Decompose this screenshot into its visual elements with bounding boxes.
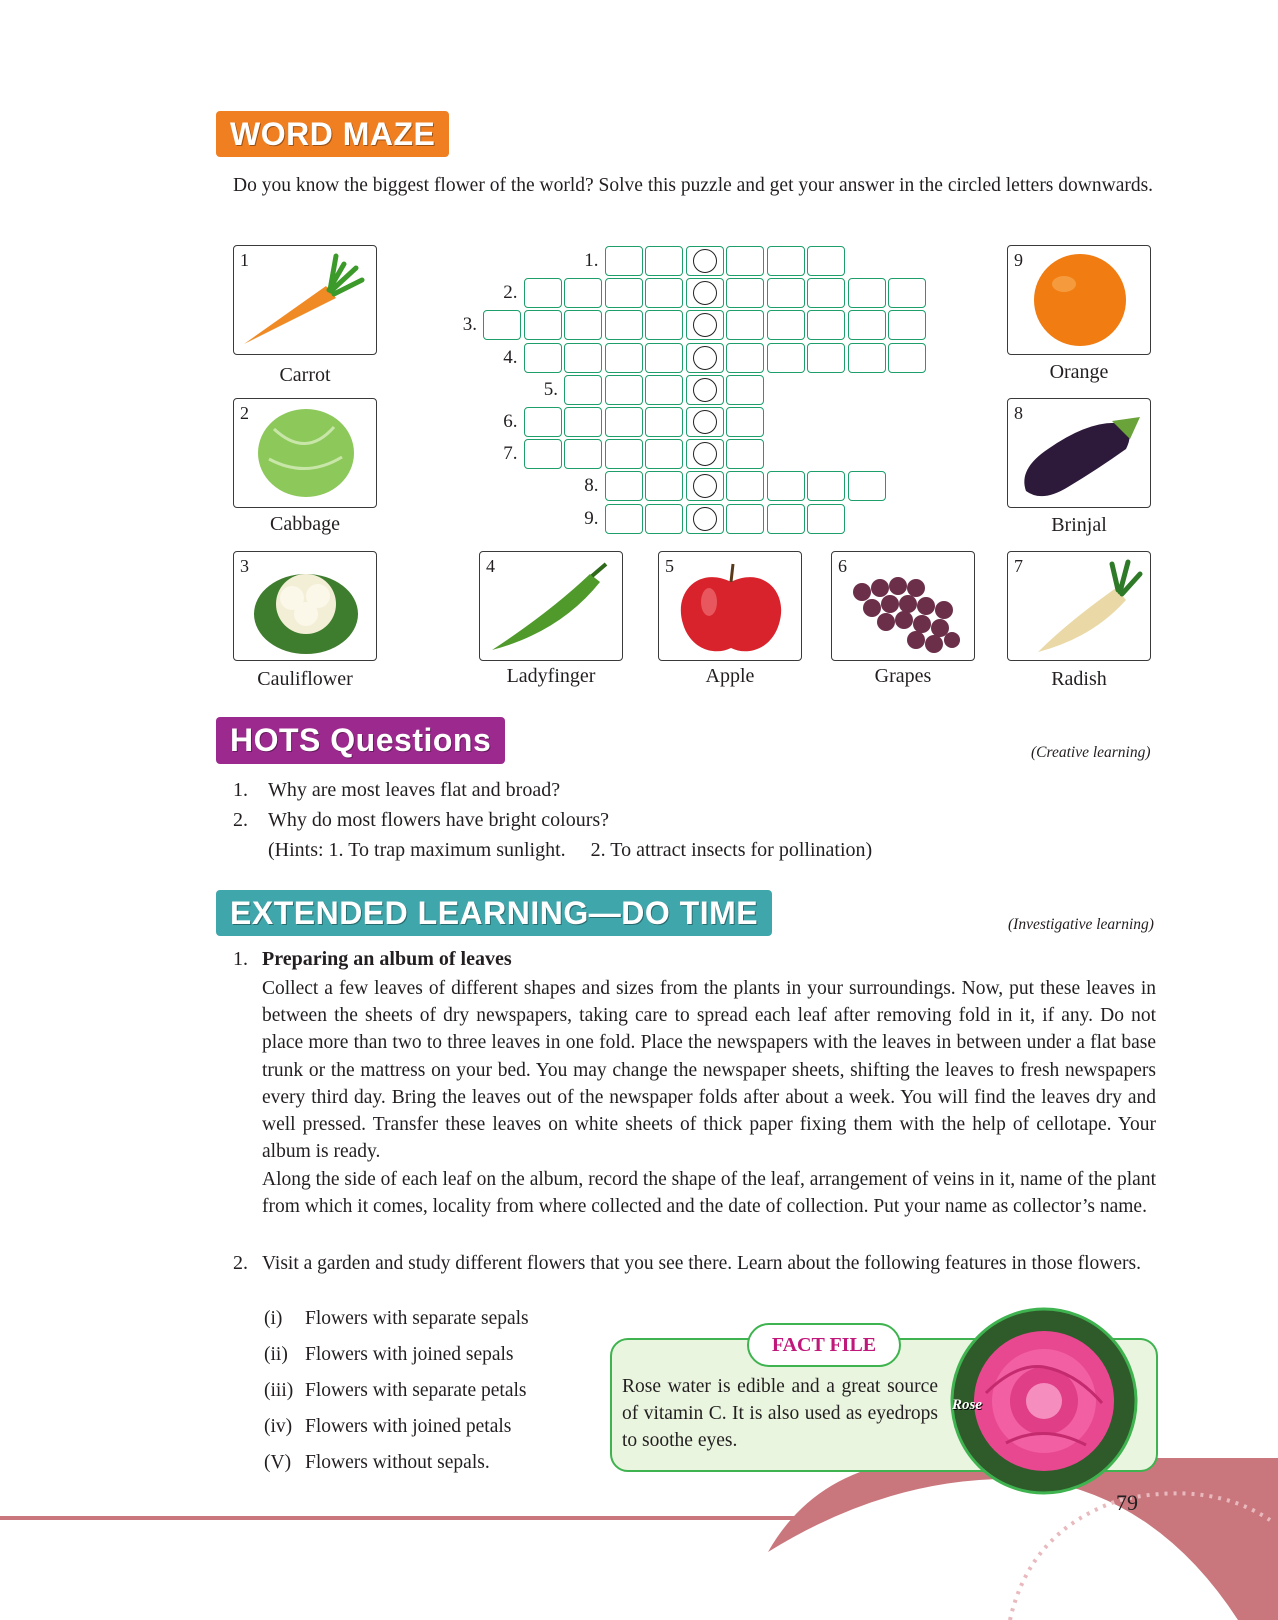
crossword-cell[interactable]	[605, 471, 643, 501]
hots-q1-number: 1.	[233, 779, 248, 801]
apple-icon	[659, 552, 801, 660]
crossword-cell[interactable]	[524, 439, 562, 469]
feature-3-text: Flowers with separate petals	[305, 1380, 527, 1401]
cabbage-card	[233, 398, 377, 508]
orange-card	[1007, 245, 1151, 355]
crossword-circle-cell[interactable]	[693, 281, 717, 305]
carrot-card	[233, 245, 377, 355]
crossword-cell[interactable]	[645, 471, 683, 501]
orange-icon	[1008, 246, 1150, 354]
crossword-cell[interactable]	[848, 278, 886, 308]
crossword-cell[interactable]	[767, 343, 805, 373]
feature-5-text: Flowers without sepals.	[305, 1452, 490, 1473]
crossword-cell[interactable]	[605, 504, 643, 534]
hots-hints: (Hints: 1. To trap maximum sunlight. 2. To attract insects for pollination)	[268, 839, 873, 861]
crossword-cell[interactable]	[807, 310, 845, 340]
item1-title: Preparing an album of leaves	[262, 948, 512, 970]
crossword-cell[interactable]	[726, 407, 764, 437]
crossword-cell[interactable]	[645, 278, 683, 308]
crossword-cell[interactable]	[807, 246, 845, 276]
grapes-icon	[832, 552, 974, 660]
creative-learning-tag: (Creative learning)	[1031, 744, 1151, 761]
feature-5-number: (V)	[264, 1452, 292, 1473]
crossword-cell[interactable]	[888, 278, 926, 308]
grapes-caption: Grapes	[874, 665, 932, 687]
crossword-cell[interactable]	[605, 278, 643, 308]
crossword-cell[interactable]	[807, 504, 845, 534]
cabbage-caption: Cabbage	[270, 513, 340, 535]
hots-q2-number: 2.	[233, 809, 248, 831]
cauliflower-caption: Cauliflower	[257, 668, 353, 690]
crossword-cell[interactable]	[726, 375, 764, 405]
crossword-circle-cell[interactable]	[693, 313, 717, 337]
crossword-cell[interactable]	[645, 343, 683, 373]
feature-1-number: (i)	[264, 1308, 283, 1329]
crossword-cell[interactable]	[564, 343, 602, 373]
hots-q1-text: Why are most leaves flat and broad?	[268, 779, 561, 801]
card-number: 6	[838, 556, 847, 576]
crossword-row-label: 3.	[462, 314, 477, 336]
fact-file-title: FACT FILE	[747, 1323, 901, 1367]
crossword-cell[interactable]	[524, 407, 562, 437]
crossword-cell[interactable]	[726, 471, 764, 501]
crossword-cell[interactable]	[888, 343, 926, 373]
radish-caption: Radish	[1051, 668, 1107, 690]
cauliflower-icon	[234, 552, 376, 660]
page-number: 79	[1116, 1490, 1138, 1515]
crossword-circle-cell[interactable]	[693, 442, 717, 466]
crossword-cell[interactable]	[807, 471, 845, 501]
crossword-cell[interactable]	[848, 471, 886, 501]
card-number: 5	[665, 556, 674, 576]
crossword-cell[interactable]	[767, 310, 805, 340]
crossword-cell[interactable]	[726, 439, 764, 469]
crossword-circle-cell[interactable]	[693, 378, 717, 402]
feature-2-text: Flowers with joined sepals	[305, 1344, 514, 1365]
crossword-cell[interactable]	[564, 278, 602, 308]
feature-1-text: Flowers with separate sepals	[305, 1308, 529, 1329]
crossword-row-label: 4.	[503, 346, 518, 368]
crossword-circle-cell[interactable]	[693, 507, 717, 531]
card-number: 7	[1014, 556, 1023, 576]
card-number: 2	[240, 403, 249, 423]
brinjal-card	[1007, 398, 1151, 508]
crossword-row-label: 6.	[503, 411, 518, 432]
card-number: 1	[240, 250, 249, 270]
crossword-cell[interactable]	[605, 407, 643, 437]
card-number: 3	[240, 556, 249, 576]
crossword-cell[interactable]	[605, 375, 643, 405]
crossword-cell[interactable]	[645, 504, 683, 534]
crossword-cell[interactable]	[888, 310, 926, 340]
crossword-cell[interactable]	[645, 439, 683, 469]
ladyfinger-icon	[480, 552, 622, 660]
crossword-cell[interactable]	[807, 343, 845, 373]
crossword-cell[interactable]	[564, 439, 602, 469]
radish-icon	[1008, 552, 1150, 660]
crossword-cell[interactable]	[726, 343, 764, 373]
apple-card	[658, 551, 802, 661]
item1-paragraph-2: Along the side of each leaf on the album, record the shape of the leaf, arrangement of veins in it, name of the plant from which it comes, locality from where collected and the date of collection. Put your name as collector’s name.	[262, 1169, 1156, 1218]
crossword-cell[interactable]	[726, 246, 764, 276]
orange-caption: Orange	[1049, 361, 1109, 383]
brinjal-caption: Brinjal	[1051, 514, 1107, 536]
crossword-cell[interactable]	[645, 375, 683, 405]
fact-file-text: Rose water is edible and a great source of vitamin C. It is also used as eyedrops to soothe eyes.	[622, 1376, 938, 1451]
crossword-cell[interactable]	[767, 246, 805, 276]
crossword-row-label: 7.	[503, 443, 518, 465]
rose-label: Rose	[952, 1397, 982, 1413]
crossword-cell[interactable]	[524, 310, 562, 340]
crossword-cell[interactable]	[645, 310, 683, 340]
crossword-cell[interactable]	[564, 375, 602, 405]
crossword-cell[interactable]	[726, 278, 764, 308]
item2-number: 2.	[233, 1252, 248, 1274]
item1-paragraph-1: Collect a few leaves of different shapes and sizes from the plants in your surroundings. Now, put these leaves in between the sheets of dry newspapers, taking care to spread each leaf after removing fold in it, if any. Do not place more than two to three leaves in one fold. Place the newspapers with the leaves in between under a flat base trunk or the mattress on your bed. You may change the newspaper sheets, shifting the leaves to fresh newspapers every third day. Bring the leaves out of the newspaper folds after about a week. You will find the leaves dry and well pressed. Transfer these leaves on white sheets of thick paper fixing them with the help of cellotape. Your album is ready.	[262, 978, 1156, 1163]
item1-number: 1.	[233, 948, 248, 970]
crossword-cell[interactable]	[767, 471, 805, 501]
crossword-row-label: 1.	[584, 250, 599, 271]
carrot-icon	[234, 246, 376, 354]
feature-2-number: (ii)	[264, 1344, 288, 1365]
crossword-cell[interactable]	[524, 343, 562, 373]
hots-q2-text: Why do most flowers have bright colours?	[268, 809, 610, 831]
crossword-cell[interactable]	[605, 343, 643, 373]
crossword-cell[interactable]	[645, 246, 683, 276]
crossword-cell[interactable]	[726, 504, 764, 534]
card-number: 9	[1014, 250, 1023, 270]
cauliflower-card	[233, 551, 377, 661]
ladyfinger-caption: Ladyfinger	[506, 665, 596, 687]
apple-caption: Apple	[705, 665, 755, 687]
crossword-row-label: 2.	[503, 282, 518, 304]
crossword-cell[interactable]	[524, 278, 562, 308]
crossword-cell[interactable]	[605, 439, 643, 469]
feature-4-number: (iv)	[264, 1416, 293, 1437]
feature-3-number: (iii)	[264, 1380, 294, 1401]
investigative-learning-tag: (Investigative learning)	[1008, 916, 1154, 933]
crossword-circle-cell[interactable]	[693, 410, 717, 434]
crossword-row-label: 8.	[584, 475, 599, 497]
feature-4-text: Flowers with joined petals	[305, 1416, 512, 1437]
card-number: 8	[1014, 403, 1023, 423]
crossword-cell[interactable]	[807, 278, 845, 308]
extended-learning-heading: EXTENDED LEARNING—DO TIME	[216, 890, 772, 936]
brinjal-icon	[1008, 399, 1150, 507]
crossword-cell[interactable]	[726, 310, 764, 340]
grapes-card	[831, 551, 975, 661]
word-maze-intro: Do you know the biggest flower of the world? Solve this puzzle and get your answer in the circled letters downwards.	[233, 175, 1154, 196]
card-number: 4	[486, 556, 495, 576]
radish-card	[1007, 551, 1151, 661]
cabbage-icon	[234, 399, 376, 507]
crossword-row-label: 5.	[543, 378, 558, 400]
crossword-cell[interactable]	[848, 343, 886, 373]
item2-text: Visit a garden and study different flowers that you see there. Learn about the following features in those flowers.	[262, 1253, 1141, 1274]
crossword-cell[interactable]	[605, 310, 643, 340]
crossword-cell[interactable]	[767, 278, 805, 308]
hots-heading: HOTS Questions	[216, 717, 505, 764]
crossword-cell[interactable]	[767, 504, 805, 534]
crossword-cell[interactable]	[848, 310, 886, 340]
crossword-circle-cell[interactable]	[693, 346, 717, 370]
crossword-cell[interactable]	[645, 407, 683, 437]
crossword-cell[interactable]	[564, 407, 602, 437]
crossword-cell[interactable]	[483, 310, 521, 340]
crossword-cell[interactable]	[564, 310, 602, 340]
carrot-caption: Carrot	[279, 364, 331, 386]
word-maze-heading: WORD MAZE	[216, 111, 449, 157]
ladyfinger-card	[479, 551, 623, 661]
crossword-cell[interactable]	[605, 246, 643, 276]
crossword-circle-cell[interactable]	[693, 474, 717, 498]
crossword-row-label: 9.	[584, 507, 599, 529]
crossword-circle-cell[interactable]	[693, 249, 717, 273]
